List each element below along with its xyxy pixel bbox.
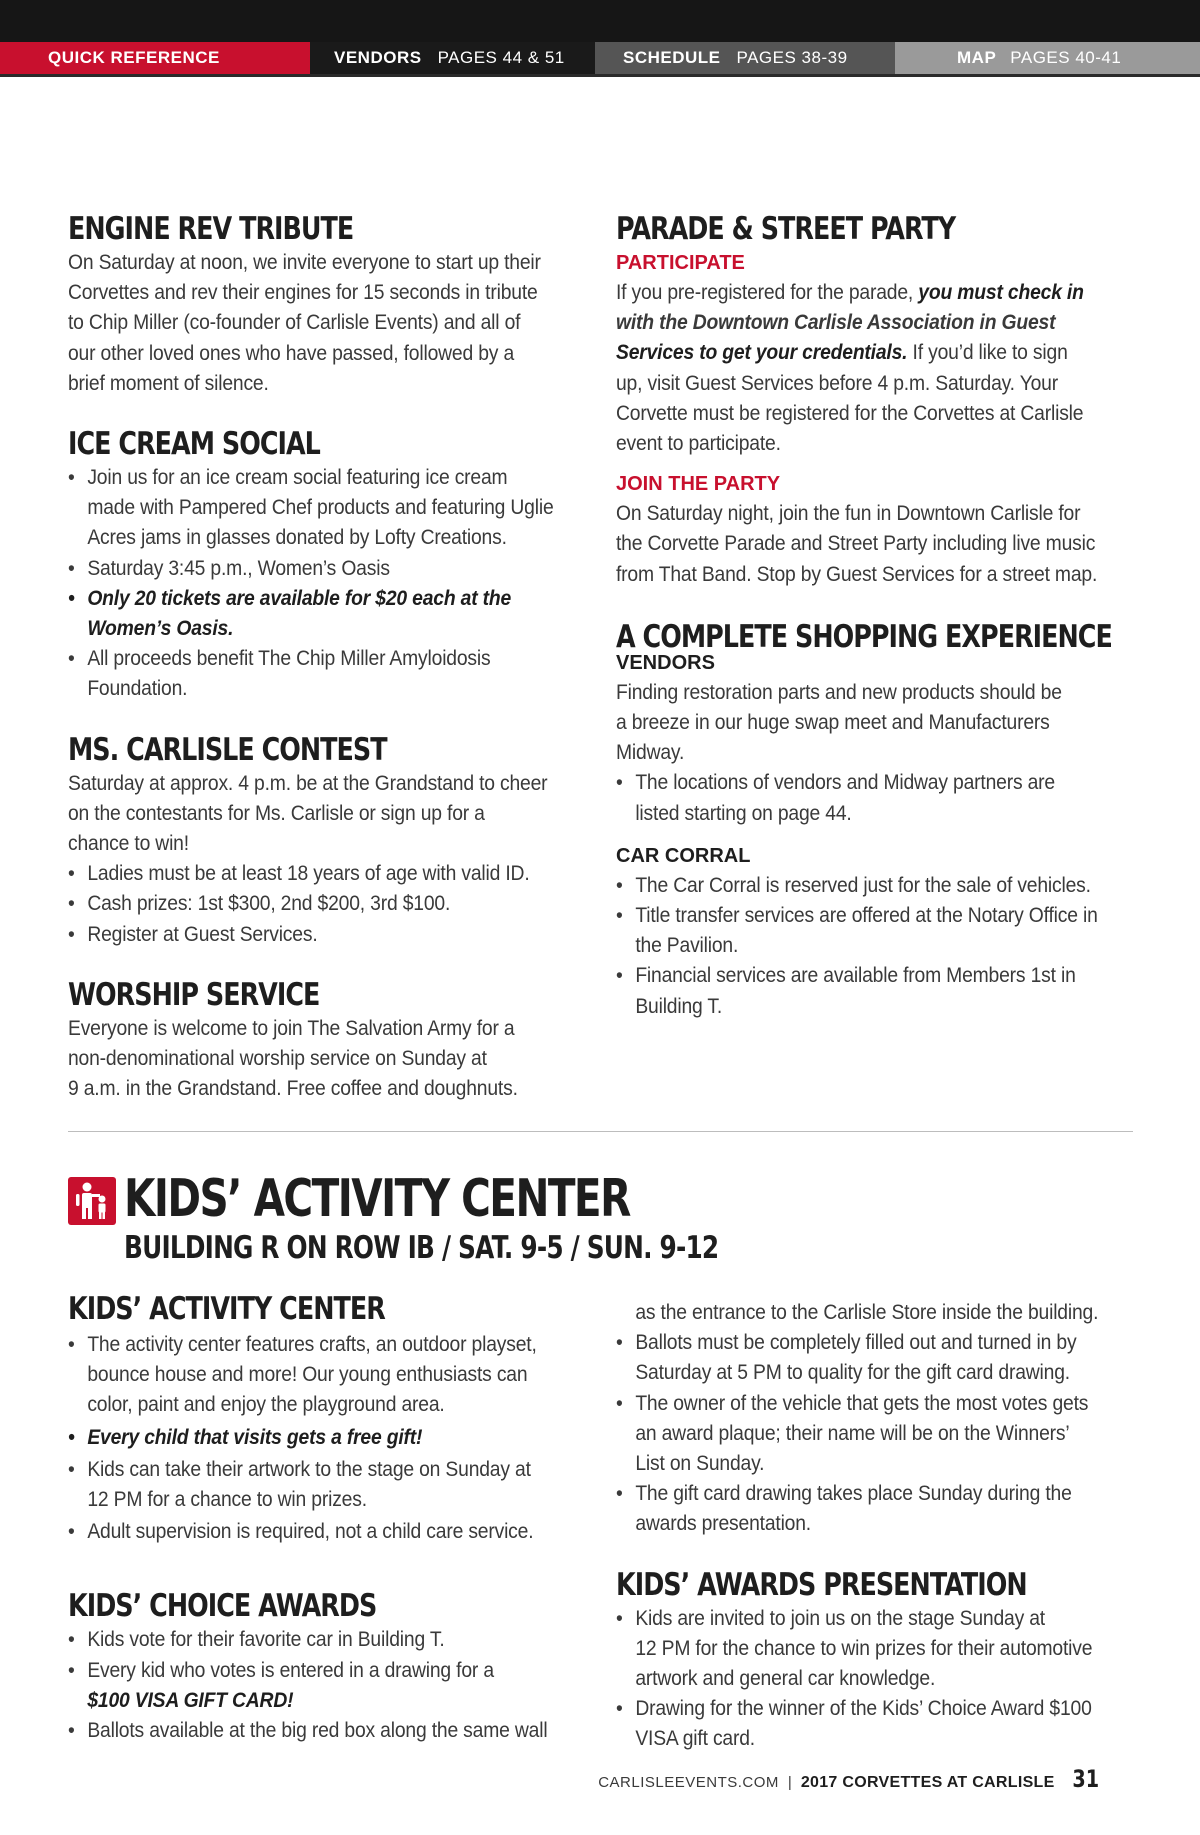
text-line: event to participate. — [616, 432, 781, 456]
ice-cream-title: ICE CREAM SOCIAL — [68, 426, 320, 463]
vendors-list — [616, 768, 1133, 828]
text-line: Financial services are available from Members 1st in — [635, 964, 1076, 988]
text-line: Saturday at 5 PM to quality for the gift card drawing. — [635, 1361, 1070, 1385]
list-item: • The Car Corral is reserved just for the sale of vehicles. — [616, 871, 1133, 901]
list-item — [616, 1389, 1133, 1480]
kids-activity-center-title: KIDS’ ACTIVITY CENTER — [124, 1169, 630, 1229]
list-item — [68, 463, 585, 554]
footer-site[interactable]: CARLISLEEVENTS.COM — [598, 1774, 779, 1791]
text-line: Corvette must be registered for the Corvettes at Carlisle — [616, 401, 1084, 425]
text-line: Only 20 tickets are available for $20 each at the — [87, 586, 512, 610]
text-line: On Saturday at noon, we invite everyone to start up their — [68, 251, 541, 274]
footer-event-name: 2017 CORVETTES AT CARLISLE — [800, 1774, 1055, 1791]
list-item — [616, 1479, 1133, 1539]
car-corral-list — [616, 871, 1133, 1022]
list-item — [616, 768, 1133, 828]
text-line: the Pavilion. — [635, 934, 739, 958]
text-line: from That Band. Stop by Guest Services for a street map. — [616, 562, 1098, 586]
engine-rev-body — [68, 248, 585, 399]
page-number: 31 — [1071, 1765, 1099, 1793]
text-line: All proceeds benefit The Chip Miller Amyloidosis — [87, 647, 491, 671]
kids-center-title: KIDS’ ACTIVITY CENTER — [68, 1291, 385, 1327]
list-item: • Ladies must be at least 18 years of age with valid ID. — [68, 859, 585, 889]
ice-cream-list — [68, 463, 585, 705]
text-line — [616, 278, 1133, 308]
kids-activity-center-subtitle: BUILDING R ON ROW IB / SAT. 9-5 / SUN. 9-12 — [124, 1230, 719, 1266]
text-line: 12 PM for the chance to win prizes for their automotive — [635, 1636, 1093, 1660]
nav-divider — [0, 74, 1200, 77]
text-line: on the contestants for Ms. Carlisle or sign up for a — [68, 801, 485, 825]
list-item: • Saturday 3:45 p.m., Women’s Oasis — [68, 554, 585, 584]
nav-schedule-pages: PAGES 38-39 — [736, 48, 848, 67]
text-line: awards presentation. — [635, 1512, 811, 1536]
list-item — [68, 1656, 585, 1716]
text-line: The owner of the vehicle that gets the most votes gets — [635, 1391, 1089, 1415]
text-line: On Saturday night, join the fun in Downtown Carlisle for — [616, 502, 1081, 526]
kids-choice-continued — [616, 1298, 1133, 1328]
list-item-emphasis: • Every child that visits gets a free gift! — [68, 1423, 585, 1453]
text-line — [616, 338, 1133, 368]
text-line: made with Pampered Chef products and featuring Uglie — [87, 496, 554, 520]
car-corral-heading: CAR CORRAL — [616, 844, 751, 867]
nav-map-pages: PAGES 40-41 — [1010, 48, 1122, 67]
text-line: as the entrance to the Carlisle Store inside the building. — [635, 1301, 1099, 1324]
family-icon — [68, 1177, 116, 1225]
text-line: 12 PM for a chance to win prizes. — [87, 1488, 367, 1512]
text-line: 9 a.m. in the Grandstand. Free coffee and doughnuts. — [68, 1077, 518, 1101]
list-item — [616, 901, 1133, 961]
text-line: Women’s Oasis. — [87, 617, 234, 641]
vendors-heading: VENDORS — [616, 651, 715, 674]
list-item: • Adult supervision is required, not a child care service. — [68, 1517, 585, 1547]
text-line: Drawing for the winner of the Kids’ Choice Award $100 — [635, 1697, 1092, 1721]
text-line: with the Downtown Carlisle Association in Guest — [616, 311, 1056, 335]
list-item — [616, 1694, 1133, 1754]
list-item — [616, 1328, 1133, 1388]
kids-awards-title: KIDS’ AWARDS PRESENTATION — [616, 1566, 1027, 1603]
text-line: Midway. — [616, 741, 685, 765]
text-line: non-denominational worship service on Sunday at — [68, 1047, 487, 1071]
text-line: Title transfer services are offered at the Notary Office in — [635, 904, 1098, 928]
participate-heading: PARTICIPATE — [616, 252, 745, 274]
text-line: Everyone is welcome to join The Salvation Army for a — [68, 1016, 515, 1040]
nav-quick-reference-label: QUICK REFERENCE — [48, 48, 220, 67]
worship-body — [68, 1014, 585, 1105]
list-item: • Cash prizes: 1st $300, 2nd $200, 3rd $100. — [68, 889, 585, 919]
text-line: The gift card drawing takes place Sunday during the — [635, 1482, 1072, 1506]
worship-title: WORSHIP SERVICE — [68, 976, 320, 1013]
left-column — [68, 210, 588, 1104]
kids-choice-list-continued — [616, 1328, 1133, 1539]
text-line: up, visit Guest Services before 4 p.m. Saturday. Your — [616, 371, 1059, 395]
list-item — [68, 1330, 585, 1421]
text-line: artwork and general car knowledge. — [635, 1667, 936, 1691]
page-footer — [598, 1765, 1102, 1793]
list-item — [616, 1604, 1133, 1695]
text-line: an award plaque; their name will be on the Winners’ — [635, 1421, 1070, 1445]
nav-vendors-label: VENDORS — [334, 48, 422, 67]
kids-left-column — [68, 1290, 588, 1746]
participate-body — [616, 278, 1133, 459]
text-line: Corvettes and rev their engines for 15 seconds in tribute — [68, 281, 538, 305]
ms-carlisle-title: MS. CARLISLE CONTEST — [68, 731, 387, 768]
text-line: chance to win! — [68, 832, 189, 856]
kids-center-list — [68, 1330, 585, 1547]
text-line: color, paint and enjoy the playground area. — [87, 1393, 445, 1417]
nav-vendors[interactable] — [310, 42, 595, 74]
nav-map[interactable] — [895, 42, 1200, 74]
nav-quick-reference — [0, 42, 310, 74]
text-line: Saturday at approx. 4 p.m. be at the Grandstand to cheer — [68, 771, 548, 795]
text-line: The activity center features crafts, an outdoor playset, — [87, 1333, 537, 1356]
list-item: • Ballots available at the big red box along the same wall — [68, 1716, 585, 1746]
emphasis-span: Services to get your credentials. — [616, 341, 908, 365]
kids-right-column — [616, 1298, 1136, 1755]
join-party-body — [616, 499, 1133, 590]
vendors-body — [616, 678, 1133, 769]
section-divider — [68, 1131, 1133, 1132]
emphasis-span: you must check in — [918, 281, 1084, 304]
text-line: Foundation. — [87, 677, 188, 701]
text-line: listed starting on page 44. — [635, 801, 852, 825]
nav-map-label: MAP — [957, 48, 997, 67]
ms-carlisle-body — [68, 769, 585, 860]
engine-rev-title: ENGINE REV TRIBUTE — [68, 211, 354, 247]
list-item-emphasis — [68, 584, 585, 644]
kids-choice-list — [68, 1625, 585, 1746]
nav-schedule-label: SCHEDULE — [623, 48, 721, 67]
top-black-band — [0, 0, 1200, 42]
kids-choice-title: KIDS’ CHOICE AWARDS — [68, 1588, 377, 1625]
text-line: Kids are invited to join us on the stage Sunday at — [635, 1606, 1045, 1630]
list-item: • Register at Guest Services. — [68, 920, 585, 950]
text-line: The locations of vendors and Midway partners are — [635, 771, 1055, 795]
text-line: Kids can take their artwork to the stage on Sunday at — [87, 1457, 531, 1481]
text-line: brief moment of silence. — [68, 371, 269, 395]
text-line: VISA gift card. — [635, 1727, 755, 1751]
text-span: If you’d like to sign — [912, 341, 1068, 365]
list-item: • Kids vote for their favorite car in Building T. — [68, 1625, 585, 1655]
text-line: Every kid who votes is entered in a drawing for a — [87, 1658, 494, 1682]
text-line: Join us for an ice cream social featuring ice cream — [87, 466, 508, 490]
list-item — [68, 644, 585, 704]
text-line: the Corvette Parade and Street Party including live music — [616, 532, 1096, 556]
text-line: Building T. — [635, 994, 723, 1018]
quick-reference-nav — [0, 42, 1200, 74]
nav-schedule[interactable] — [595, 42, 895, 74]
text-line: bounce house and more! Our young enthusiasts can — [87, 1363, 528, 1387]
text-line: a breeze in our huge swap meet and Manufacturers — [616, 711, 1050, 735]
footer-separator: | — [787, 1774, 792, 1791]
text-line: our other loved ones who have passed, followed by a — [68, 341, 515, 365]
text-line: Acres jams in glasses donated by Lofty Creations. — [87, 526, 507, 550]
list-item — [616, 961, 1133, 1021]
text-line: List on Sunday. — [635, 1452, 765, 1476]
kids-awards-list — [616, 1604, 1133, 1755]
text-line: Finding restoration parts and new products should be — [616, 680, 1062, 704]
text-span: If you pre-registered for the parade, — [616, 281, 914, 304]
join-party-heading: JOIN THE PARTY — [616, 473, 781, 496]
list-item — [68, 1455, 585, 1515]
ms-carlisle-list — [68, 859, 585, 950]
emphasis-span: $100 VISA GIFT CARD! — [87, 1688, 294, 1712]
text-line: to Chip Miller (co-founder of Carlisle Events) and all of — [68, 311, 521, 335]
text-line: Ballots must be completely filled out and turned in by — [635, 1331, 1077, 1355]
shopping-title: A COMPLETE SHOPPING EXPERIENCE — [616, 618, 1112, 655]
nav-vendors-pages: PAGES 44 & 51 — [437, 48, 565, 67]
parade-title: PARADE & STREET PARTY — [616, 211, 956, 247]
right-column — [616, 210, 1136, 1022]
